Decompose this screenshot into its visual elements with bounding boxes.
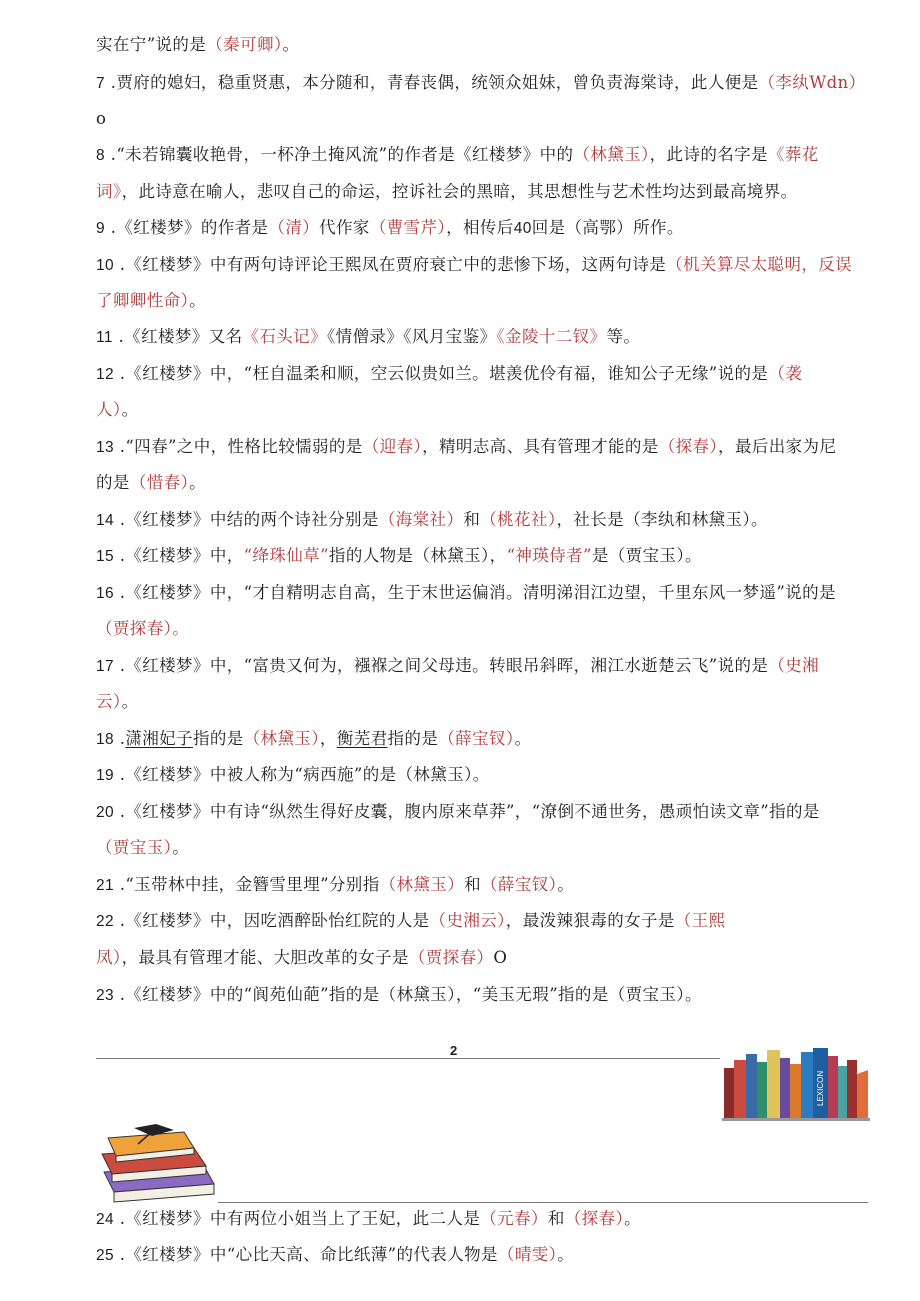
item-19: 19 .《红楼梦》中被人称为“病西施”的是（林黛玉）。	[96, 765, 490, 784]
item-23: 23 .《红楼梦》中的“阆苑仙葩”指的是（林黛玉），“美玉无瑕”指的是（贾宝玉）。	[96, 985, 702, 1004]
item-11: 11 .《红楼梦》又名《石头记》《情僧录》《风月宝鉴》《金陵十二钗》等。	[96, 327, 641, 346]
item-12: 12 .《红楼梦》中，“枉自温柔和顺，空云似贵如兰。堪羡优伶有福，谁知公子无缘”说的是（袭	[96, 364, 803, 383]
item-22: 22 .《红楼梦》中，因吃酒醉卧怡红院的人是（史湘云），最泼辣狠毒的女子是（王熙	[96, 911, 726, 930]
item-25: 25 .《红楼梦》中“心比天高、命比纸薄”的代表人物是（晴雯）。	[96, 1245, 575, 1264]
text-line: 实在宁”说的是（秦可卿）。	[96, 35, 300, 54]
item-16: 16 .《红楼梦》中，“才自精明志自高，生于末世运偏消。清明涕泪江边望，千里东风一梦遥”说的是	[96, 583, 836, 602]
item-13-cont: 的是（惜春）。	[96, 473, 207, 492]
section-divider	[218, 1202, 868, 1203]
lexicon-spine-label: LEXICON	[816, 1070, 825, 1106]
item-16-cont: （贾探春）。	[96, 619, 190, 638]
book-stack-illustration	[94, 1122, 220, 1206]
item-10: 10 .《红楼梦》中有两句诗评论王熙凤在贾府衰亡中的悲惨下场，这两句诗是（机关算尽太聪明，反误	[96, 255, 853, 274]
item-18: 18 .潇湘妃子指的是（林黛玉），衡芜君指的是（薛宝钗）。	[96, 729, 532, 748]
item-22-cont: 凤），最具有管理才能、大胆改革的女子是（贾探春）O	[96, 948, 508, 967]
item-8: 8 .“未若锦囊收艳骨，一杯净土掩风流”的作者是《红楼梦》中的（林黛玉），此诗的名字是《葬花	[96, 145, 819, 164]
footer-divider	[96, 1058, 720, 1059]
item-20: 20 .《红楼梦》中有诗“纵然生得好皮囊，腹内原来草莽”，“潦倒不通世务，愚顽怕读文章”指的是	[96, 802, 820, 821]
item-24: 24 .《红楼梦》中有两位小姐当上了王妃，此二人是（元春）和（探春）。	[96, 1209, 642, 1228]
item-9: 9 .《红楼梦》的作者是（清）代作家（曹雪芹），相传后40回是（高鄂）所作。	[96, 218, 684, 237]
item-14: 14 .《红楼梦》中结的两个诗社分别是（海棠社）和（桃花社），社长是（李纨和林黛玉）。	[96, 510, 768, 529]
item-15: 15 .《红楼梦》中，“绛珠仙草”指的人物是（林黛玉），“神瑛侍者”是（贾宝玉）。	[96, 546, 702, 565]
item-12-cont: 人）。	[96, 400, 139, 419]
item-17: 17 .《红楼梦》中，“富贵又何为，襁褓之间父母违。转眼吊斜晖，湘江水逝楚云飞”说的是（史湘	[96, 656, 820, 675]
item-7: 7 .贾府的媳妇，稳重贤惠，本分随和，青春丧偶，统领众姐妹，曾负责海棠诗，此人便是（李纨Wdn）	[96, 73, 866, 92]
page-number: 2	[450, 1043, 458, 1058]
item-21: 21 .“玉带林中挂，金簪雪里埋”分别指（林黛玉）和（薛宝钗）。	[96, 875, 575, 894]
item-20-cont: （贾宝玉）。	[96, 838, 190, 857]
item-7-cont: o	[96, 109, 107, 128]
item-8-cont: 词》，此诗意在喻人，悲叹自己的命运，控诉社会的黑暗，其思想性与艺术性均达到最高境界。	[96, 182, 798, 201]
item-13: 13 .“四春”之中，性格比较懦弱的是（迎春），精明志高、具有管理才能的是（探春），最后出家为尼	[96, 437, 837, 456]
item-17-cont: 云）。	[96, 692, 139, 711]
item-10-cont: 了卿卿性命）。	[96, 291, 207, 310]
bookshelf-illustration	[722, 1044, 870, 1122]
